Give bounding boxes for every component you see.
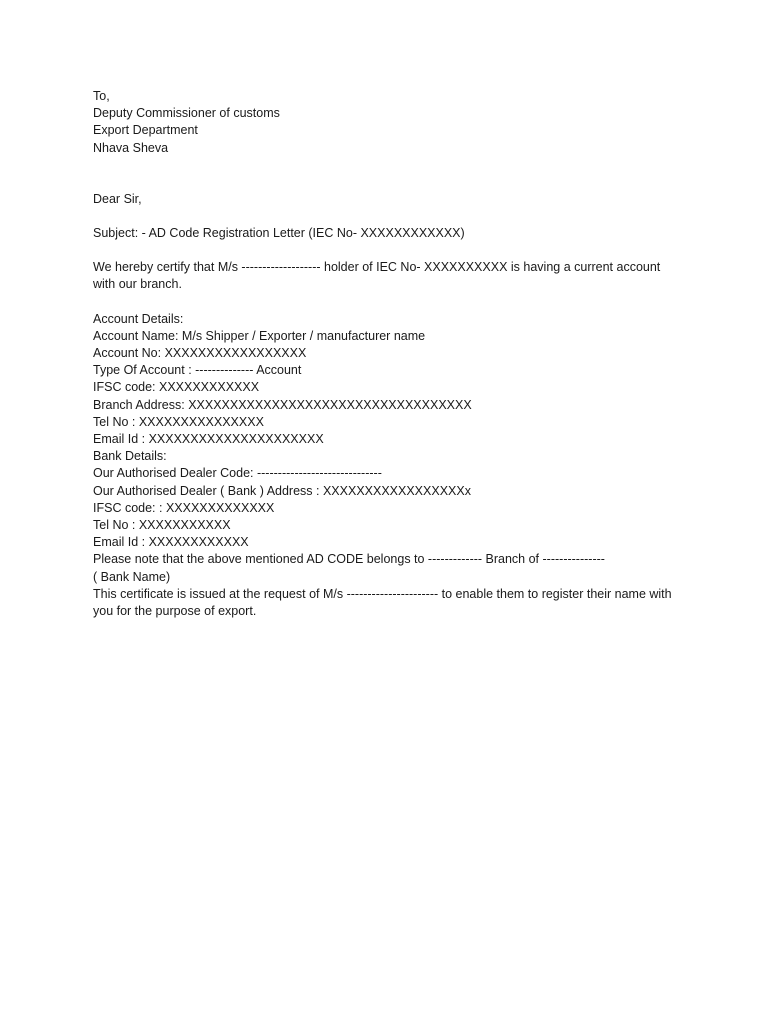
address-line-1: Deputy Commissioner of customs	[93, 106, 280, 121]
account-name: Account Name: M/s Shipper / Exporter / manufacturer name	[93, 328, 426, 343]
letter-document	[93, 88, 678, 620]
note-line-1: Please note that the above mentioned AD CODE belongs to ------------- Branch of ---------------	[93, 552, 605, 567]
bank-ifsc: IFSC code: : XXXXXXXXXXXXX	[93, 500, 275, 515]
address-to: To,	[93, 89, 110, 103]
account-details	[93, 311, 678, 449]
note-line-2: ( Bank Name)	[93, 569, 171, 584]
bank-details-heading: Bank Details:	[93, 449, 167, 464]
branch-address: Branch Address: XXXXXXXXXXXXXXXXXXXXXXXXXXXXXXXXXX	[93, 397, 472, 412]
address-line-2: Export Department	[93, 123, 198, 138]
account-tel: Tel No : XXXXXXXXXXXXXXX	[93, 414, 264, 429]
address-line-3: Nhava Sheva	[93, 140, 169, 155]
intro-paragraph: We hereby certify that M/s ------------------- holder of IEC No- XXXXXXXXXX is having a current account with our branch.	[93, 260, 661, 292]
account-details-heading: Account Details:	[93, 311, 184, 326]
dealer-code: Our Authorised Dealer Code: ------------------------------	[93, 466, 382, 481]
account-ifsc: IFSC code: XXXXXXXXXXXX	[93, 380, 260, 395]
closing-paragraph: This certificate is issued at the request of M/s ---------------------- to enable them to register their name with you for the purpose of export.	[93, 586, 672, 619]
recipient-address	[93, 88, 678, 157]
account-number: Account No: XXXXXXXXXXXXXXXXX	[93, 346, 307, 361]
account-email: Email Id : XXXXXXXXXXXXXXXXXXXXX	[93, 432, 324, 447]
bank-details	[93, 448, 678, 551]
dealer-address: Our Authorised Dealer ( Bank ) Address : XXXXXXXXXXXXXXXXXx	[93, 483, 471, 498]
bank-email: Email Id : XXXXXXXXXXXX	[93, 535, 249, 550]
salutation: Dear Sir,	[93, 191, 142, 206]
bank-tel: Tel No : XXXXXXXXXXX	[93, 518, 231, 533]
account-type: Type Of Account : -------------- Account	[93, 363, 302, 378]
subject-line: Subject: - AD Code Registration Letter (IEC No- XXXXXXXXXXXX)	[93, 226, 465, 241]
